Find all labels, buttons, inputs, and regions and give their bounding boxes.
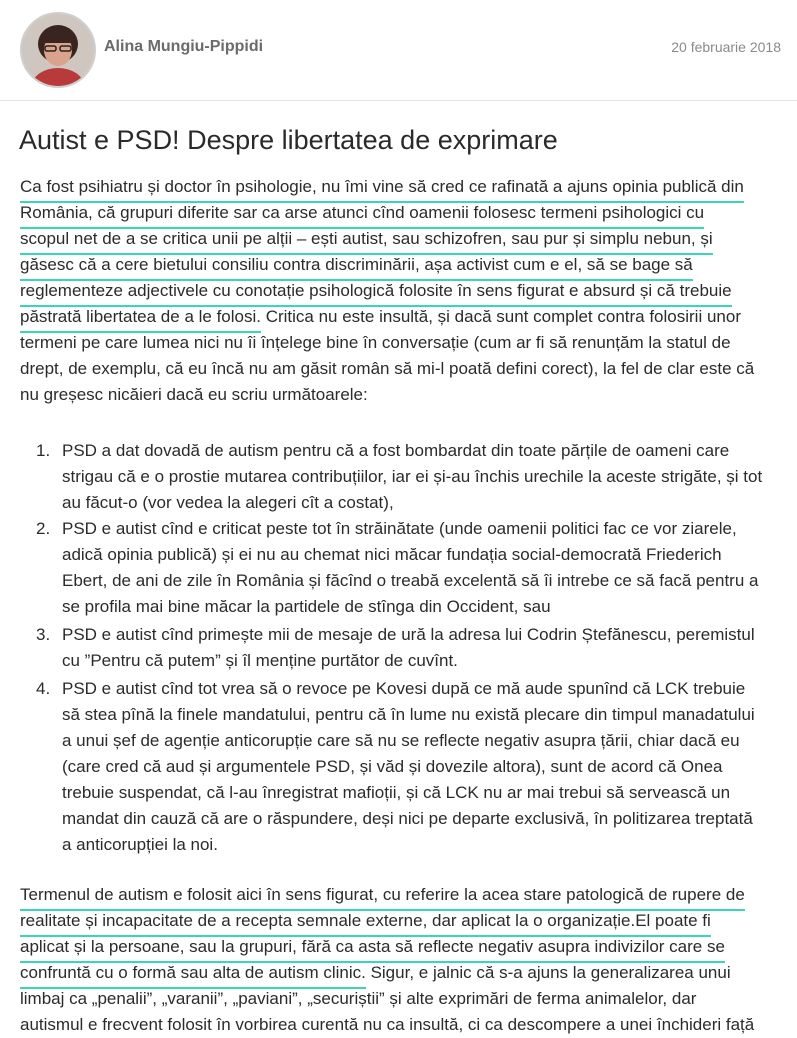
highlighted-text: realitate și incapacitate de a recepta semnale externe, dar aplicat la o organizație.	[20, 908, 635, 937]
list-item-line: PSD a dat dovadă de autism pentru că a fost bombardat din toate părțile de oameni care	[62, 441, 730, 460]
post-header	[0, 0, 797, 101]
list-item-line: să stea pînă la finele mandatului, pentru că în lume nu există plecare din timpul manadatului	[62, 705, 755, 724]
paragraph-1-line	[20, 226, 713, 255]
highlighted-text: Termenul de autism e folosit aici în sens figurat, cu referire la acea stare patologică de rupere de	[20, 882, 745, 911]
paragraph-2-line: autismul e frecvent folosit în vorbirea curentă nu ca insultă, ci ca descompere a unei închideri față	[20, 1015, 755, 1034]
highlighted-text: găsesc că a cere bietului consiliu contra discriminării, așa activist cum e el, să se bage să	[20, 252, 693, 281]
post-date: 20 februarie 2018	[671, 39, 781, 55]
highlighted-text: România, că grupuri diferite sar ca arse atunci cînd oamenii folosesc termeni psihologici cu	[20, 200, 704, 229]
list-number: 1.	[36, 441, 51, 460]
list-item-line: cu ”Pentru că putem” și îl menține purtător de cuvînt.	[62, 651, 458, 670]
list-item-line: PSD e autist cînd e criticat peste tot în străinătate (unde oamenii politici fac ce vor ziarele,	[62, 519, 737, 538]
highlighted-text: confruntă cu o formă sau alta de autism clinic.	[20, 960, 366, 989]
highlighted-text: reglementeze adjectivele cu conotație psihologică folosite în sens figurat e absurd și că trebuie	[20, 278, 732, 307]
list-item-line: mandat din cauză că are o răspundere, deși nici pe departe exclusivă, în politizarea treptată	[62, 809, 753, 828]
paragraph-2-line	[20, 882, 745, 911]
paragraph-1-line: termeni pe care lumea nici nu îi înțelege bine în conversație (cum ar fi să renunțăm la statul de	[20, 333, 731, 352]
list-item-line: strigau că e o prostie mutarea contribuțiilor, iar ei și-au închis urechile la aceste strigăte, și tot	[62, 467, 763, 486]
list-item-line: (care cred că aud și argumentele PSD, și văd și dovezile altora), sunt de acord că Onea	[62, 757, 723, 776]
paragraph-1-line	[20, 200, 704, 229]
plain-text: Critica nu este insultă, și dacă sunt complet contra folosirii unor	[260, 307, 741, 326]
paragraph-1-line: nu greșesc nicăieri dacă eu scriu următoarele:	[20, 385, 368, 404]
list-item-line: PSD e autist cînd primește mii de mesaje de ură la adresa lui Codrin Ștefănescu, peremistul	[62, 625, 755, 644]
list-item-line: a anticorupției la noi.	[62, 835, 218, 854]
plain-text: Sigur, e jalnic că s-a ajuns la generalizarea unui	[365, 963, 731, 982]
list-item-line: trebuie suspendat, că l-au înregistrat mafioții, și că LCK nu ar mai trebui să servească un	[62, 783, 731, 802]
post-title: Autist e PSD! Despre libertatea de exprimare	[19, 125, 558, 155]
paragraph-2-line	[20, 960, 731, 989]
list-item-line: PSD e autist cînd tot vrea să o revoce pe Kovesi după ce mă aude spunînd că LCK trebuie	[62, 679, 746, 698]
author-avatar[interactable]	[20, 12, 96, 88]
list-number: 2.	[36, 519, 51, 538]
avatar-portrait-icon	[22, 14, 94, 86]
list-item-line: se profila mai bine măcar la partidele de stînga din Occident, sau	[62, 597, 551, 616]
list-number: 4.	[36, 679, 51, 698]
list-item-line: a unui șef de agenție anticorupție care să nu se reflecte negativ asupra țării, chiar dacă eu	[62, 731, 740, 750]
highlighted-text: păstrată libertatea de a le folosi.	[20, 304, 261, 333]
paragraph-1-line	[20, 278, 732, 307]
highlighted-text: scopul net de a se critica unii pe alții – ești autist, sau schizofren, sau pur și simplu nebun, și	[20, 226, 713, 255]
highlighted-text: El poate fi	[635, 908, 711, 937]
paragraph-1-line	[20, 252, 693, 281]
list-item-line: au făcut-o (vor vedea la alegeri cît a costat),	[62, 493, 394, 512]
paragraph-2-line	[20, 934, 725, 963]
list-number: 3.	[36, 625, 51, 644]
highlighted-text: aplicat și la persoane, sau la grupuri, fără ca asta să reflecte negativ asupra indivizilor care se	[20, 934, 725, 963]
paragraph-1-line	[20, 174, 744, 203]
author-name[interactable]: Alina Mungiu-Pippidi	[104, 38, 264, 55]
paragraph-1-line	[20, 304, 741, 333]
paragraph-2-line: limbaj ca „penalii”, „varanii”, „paviani”, „securiștii” și alte exprimări de ferma animalelor, dar	[20, 989, 697, 1008]
list-item-line: adică opinia publică) și ei nu au chemat nici măcar fundația social-democrată Friederich	[62, 545, 722, 564]
paragraph-2-line	[20, 908, 711, 937]
paragraph-1-line: drept, de exemplu, că eu încă nu am găsit român să mi-l poată defini corect), la fel de clar este că	[20, 359, 755, 378]
highlighted-text: Ca fost psihiatru și doctor în psihologie, nu îmi vine să cred ce rafinată a ajuns opinia publică din	[20, 174, 744, 203]
list-item-line: Ebert, de ani de zile în România și făcînd o treabă excelentă să îi intrebe ce să facă pentru a	[62, 571, 759, 590]
